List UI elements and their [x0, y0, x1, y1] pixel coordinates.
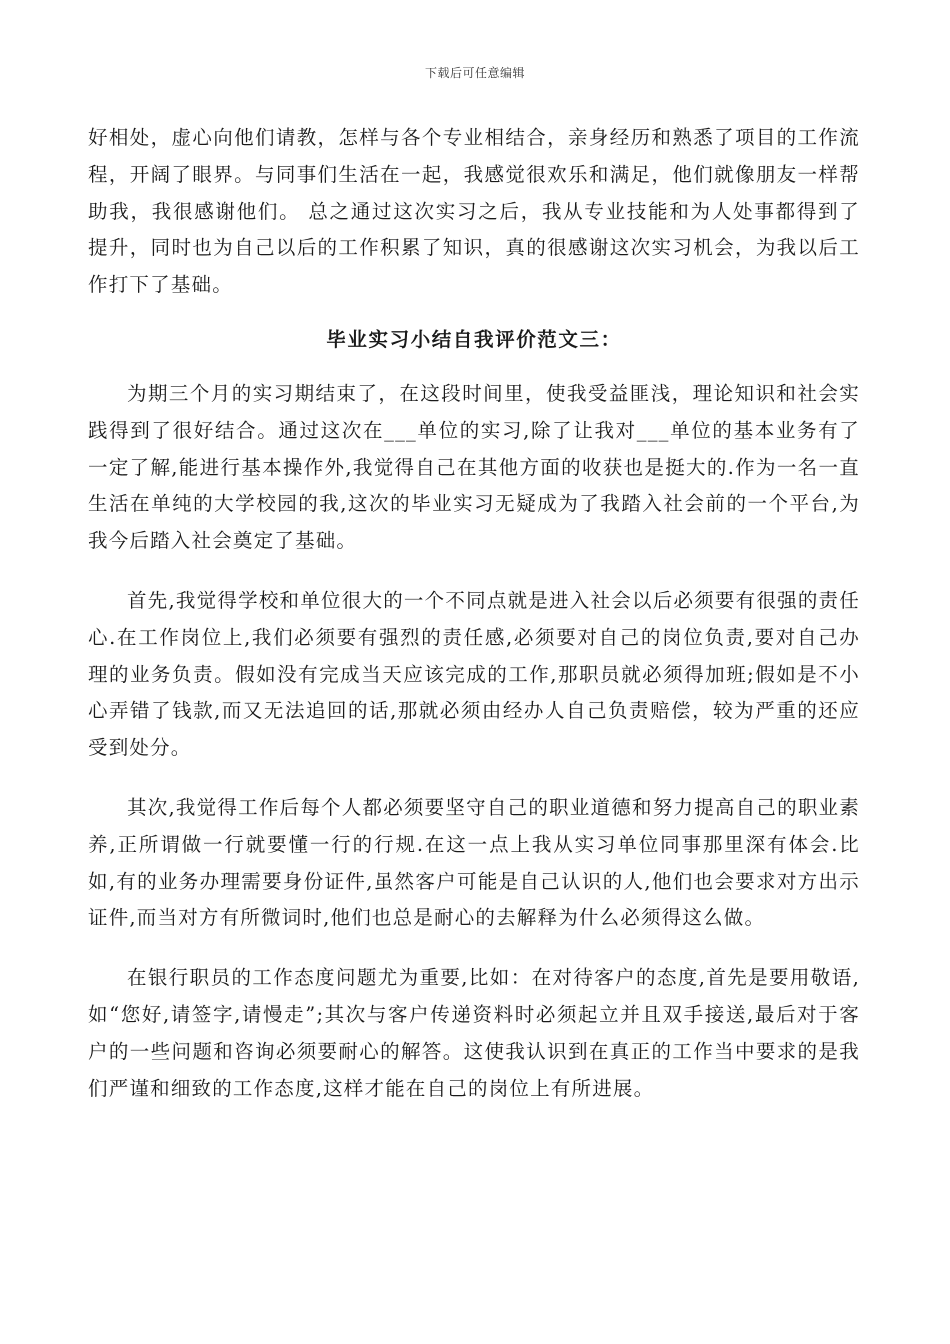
paragraph-continued: 好相处，虚心向他们请教，怎样与各个专业相结合，亲身经历和熟悉了项目的工作流程，开阔了眼界。与同事们生活在一起，我感觉很欢乐和满足，他们就像朋友一样帮助我，我很感谢他们。 总之通过这次实习之后，我从专业技能和为人处事都得到了提升，同时也为自己以后的工作积累了知识，真的很感谢这次实习机会，为我以后工作打下了基础。: [88, 126, 860, 297]
spacer: [88, 560, 860, 583]
spacer: [88, 358, 860, 376]
spacer: [88, 767, 860, 790]
spacer: [88, 304, 860, 322]
spacer: [88, 937, 860, 960]
paragraph-professional-ethics: 其次,我觉得工作后每个人都必须要坚守自己的职业道德和努力提高自己的职业素养,正所谓做一行就要懂一行的行规.在这一点上我从实习单位同事那里深有体会.比如,有的业务办理需要身份证件,虽然客户可能是自己认识的人,他们也会要求对方出示证件,而当对方有所微词时,他们也总是耐心的去解释为什么必须得这么做。: [88, 795, 860, 930]
document-body: [88, 120, 860, 1107]
paragraph-work-attitude: 在银行职员的工作态度问题尤为重要,比如：在对待客户的态度,首先是要用敬语,如“您好,请签字,请慢走”;其次与客户传递资料时必须起立并且双手接送,最后对于客户的一些问题和咨询必须要耐心的解答。这使我认识到在真正的工作当中要求的是我们严谨和细致的工作态度,这样才能在自己的岗位上有所进展。: [88, 966, 860, 1100]
page-header-note: 下载后可任意编辑: [424, 66, 525, 80]
paragraph-responsibility: 首先,我觉得学校和单位很大的一个不同点就是进入社会以后必须要有很强的责任心.在工作岗位上,我们必须要有强烈的责任感,必须要对自己的岗位负责,要对自己办理的业务负责。假如没有完成当天应该完成的工作,那职员就必须得加班;假如是不小心弄错了钱款,而又无法追回的话,那就必须由经办人自己负责赔偿，较为严重的还应受到处分。: [88, 588, 860, 760]
section-title: 毕业实习小结自我评价范文三：: [326, 327, 622, 351]
paragraph-intro: 为期三个月的实习期结束了，在这段时间里，使我受益匪浅，理论知识和社会实践得到了很好结合。通过这次在___单位的实习,除了让我对___单位的基本业务有了一定了解,能进行基本操作外,我觉得自己在其他方面的收获也是挺大的.作为一名一直生活在单纯的大学校园的我,这次的毕业实习无疑成为了我踏入社会前的一个平台,为我今后踏入社会奠定了基础。: [88, 381, 860, 553]
